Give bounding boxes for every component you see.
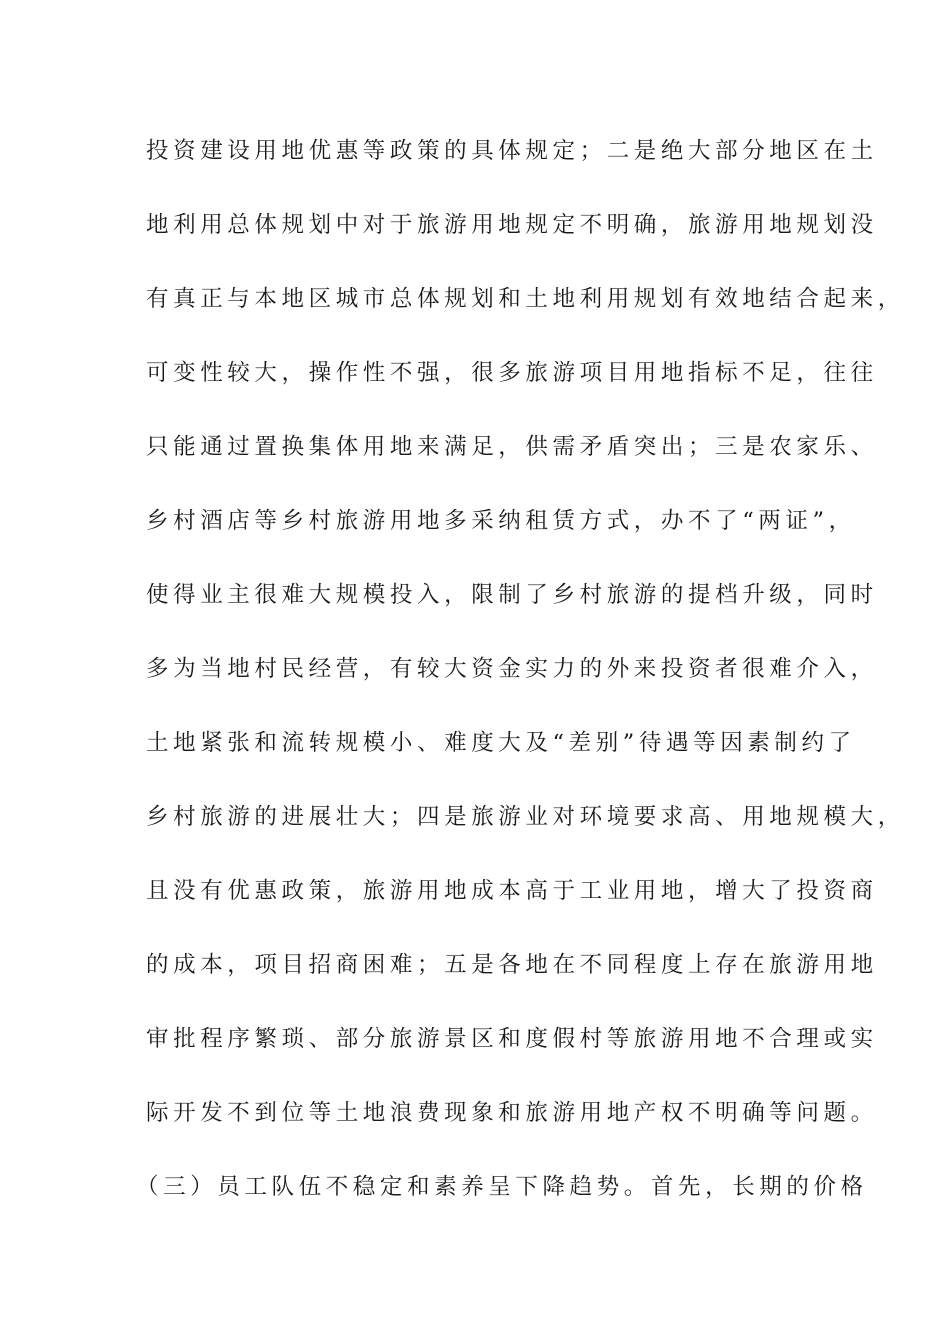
text-line: 使得业主很难大规模投入，限制了乡村旅游的提档升级，同时 xyxy=(146,582,878,608)
text-line: 多为当地村民经营，有较大资金实力的外来投资者很难介入， xyxy=(146,656,878,682)
text-line: 只能通过置换集体用地来满足，供需矛盾突出；三是农家乐、 xyxy=(146,434,878,460)
text-line: 乡村酒店等乡村旅游用地多采纳租赁方式，办不了“两证”， xyxy=(146,508,856,534)
text-line: 地利用总体规划中对于旅游用地规定不明确，旅游用地规划没 xyxy=(146,212,878,238)
text-line: 乡村旅游的进展壮大；四是旅游业对环境要求高、用地规模大， xyxy=(146,804,905,830)
text-line: 投资建设用地优惠等政策的具体规定；二是绝大部分地区在土 xyxy=(146,138,878,164)
text-line: 审批程序繁琐、部分旅游景区和度假村等旅游用地不合理或实 xyxy=(146,1026,878,1052)
text-line: 土地紧张和流转规模小、难度大及“差别”待遇等因素制约了 xyxy=(146,730,856,756)
section-heading-line: （三）员工队伍不稳定和素养呈下降趋势。首先，长期的价格 xyxy=(136,1174,868,1200)
text-line: 且没有优惠政策，旅游用地成本高于工业用地，增大了投资商 xyxy=(146,878,878,904)
text-line: 际开发不到位等土地浪费现象和旅游用地产权不明确等问题。 xyxy=(146,1100,878,1126)
text-line: 的成本，项目招商困难；五是各地在不同程度上存在旅游用地 xyxy=(146,952,878,978)
text-line: 有真正与本地区城市总体规划和土地利用规划有效地结合起来， xyxy=(146,286,905,312)
text-line: 可变性较大，操作性不强，很多旅游项目用地指标不足，往往 xyxy=(146,360,878,386)
